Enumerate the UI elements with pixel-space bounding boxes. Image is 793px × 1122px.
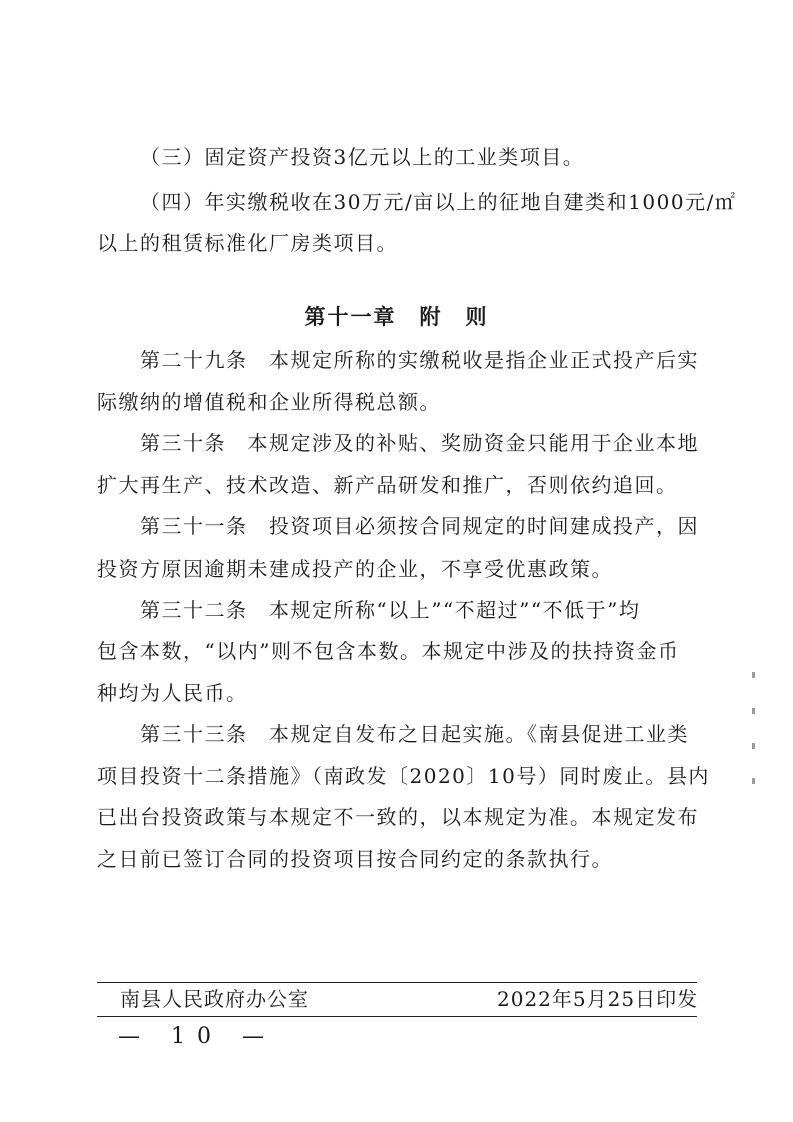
footer-top-rule [97,982,697,983]
article-line: 投资方原因逾期未建成投产的企业，不享受优惠政策。 [97,557,613,581]
article-line: 扩大再生产、技术改造、新产品研发和推广，否则依约追回。 [97,473,678,497]
article-line: 第三十一条 投资项目必须按合同规定的时间建成投产，因 [140,514,699,538]
scan-mark [752,672,755,678]
article-line: 第三十条 本规定涉及的补贴、奖励资金只能用于企业本地 [140,431,699,455]
article-line: 已出台投资政策与本规定不一致的，以本规定为准。本规定发布 [97,805,699,829]
scan-mark [752,708,755,714]
article-line: 种均为人民币。 [97,681,248,705]
chapter-heading: 第十一章 附 则 [304,305,489,329]
article-line: 际缴纳的增值税和企业所得税总额。 [97,390,441,414]
article-line: 项目投资十二条措施》（南政发〔2020〕10号）同时废止。县内 [97,764,710,788]
body-line: （四）年实缴税收在30万元/亩以上的征地自建类和1000元/㎡ [140,190,737,214]
article-line: 第二十九条 本规定所称的实缴税收是指企业正式投产后实 [140,348,699,372]
scan-mark [752,778,755,784]
footer-bottom-rule [97,1016,697,1017]
footer-date: 2022年5月25日印发 [497,987,699,1011]
scan-mark [752,743,755,749]
article-line: 第三十三条 本规定自发布之日起实施。《南县促进工业类 [140,722,689,746]
article-line: 包含本数，“以内”则不包含本数。本规定中涉及的扶持资金币 [97,639,680,663]
article-line: 第三十二条 本规定所称“以上”“不超过”“不低于”均 [140,598,641,622]
body-line: 以上的租赁标准化厂房类项目。 [97,231,398,255]
footer-issuer: 南县人民政府办公室 [120,987,309,1011]
article-line: 之日前已签订合同的投资项目按合同约定的条款执行。 [97,847,613,871]
page-number: — 10 — [118,1024,276,1049]
body-line: （三）固定资产投资3亿元以上的工业类项目。 [140,145,585,169]
